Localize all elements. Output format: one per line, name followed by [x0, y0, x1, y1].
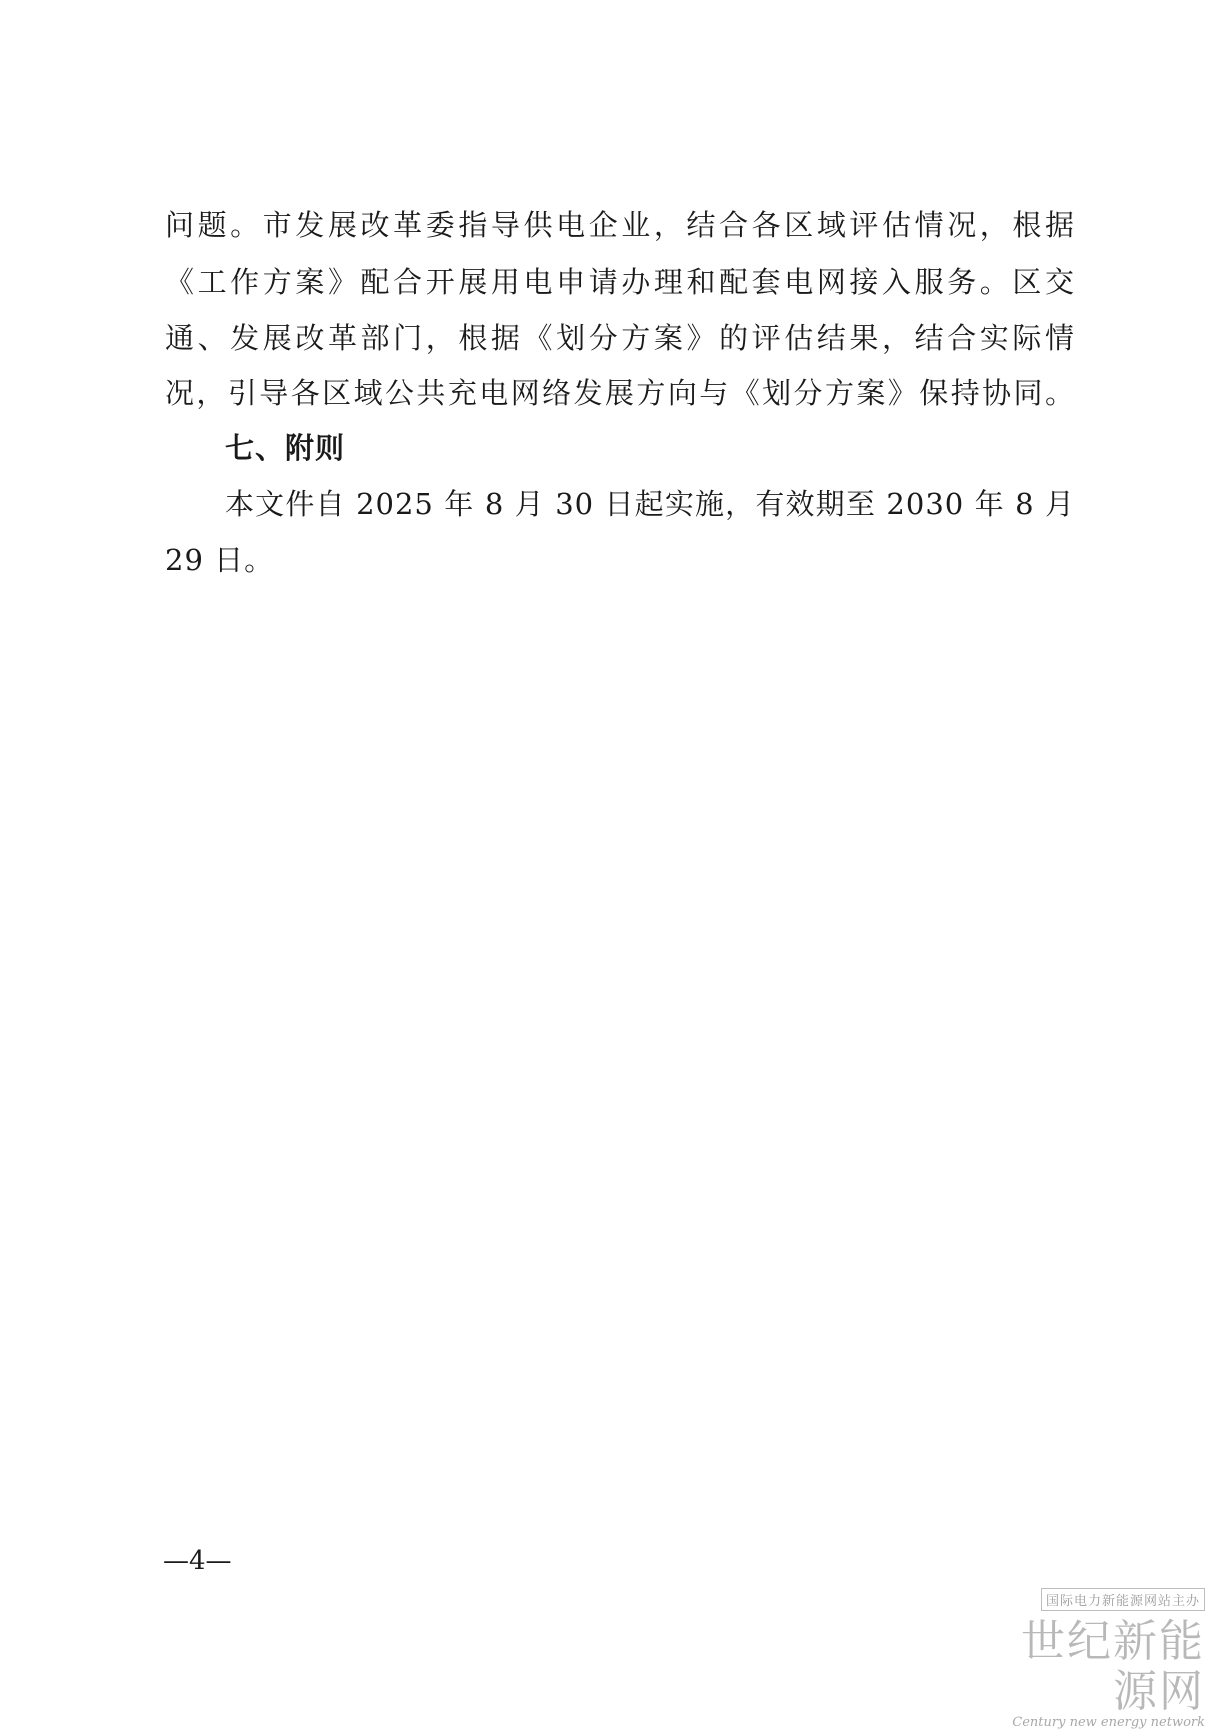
paragraph-line-3: 通、发展改革部门，根据《划分方案》的评估结果，结合实际情 — [165, 321, 1075, 355]
watermark-sub-text: Century new energy network — [1012, 1715, 1205, 1730]
paragraph-line-2: 《工作方案》配合开展用电申请办理和配套电网接入服务。区交 — [165, 265, 1075, 299]
watermark-main-text: 世纪新能源网 — [1021, 1616, 1205, 1717]
section-heading: 七、附则 — [225, 431, 346, 465]
closing-line-2: 29 日。 — [165, 543, 275, 577]
paragraph-line-1: 问题。市发展改革委指导供电企业，结合各区域评估情况，根据 — [165, 208, 1075, 242]
watermark-top-text: 国际电力新能源网站主办 — [1041, 1588, 1205, 1611]
watermark-logo — [1000, 1588, 1205, 1730]
page-number: —4— — [163, 1546, 232, 1576]
paragraph-line-4: 况，引导各区域公共充电网络发展方向与《划分方案》保持协同。 — [165, 376, 1075, 410]
closing-line-1: 本文件自 2025 年 8 月 30 日起实施，有效期至 2030 年 8 月 — [225, 487, 1075, 521]
